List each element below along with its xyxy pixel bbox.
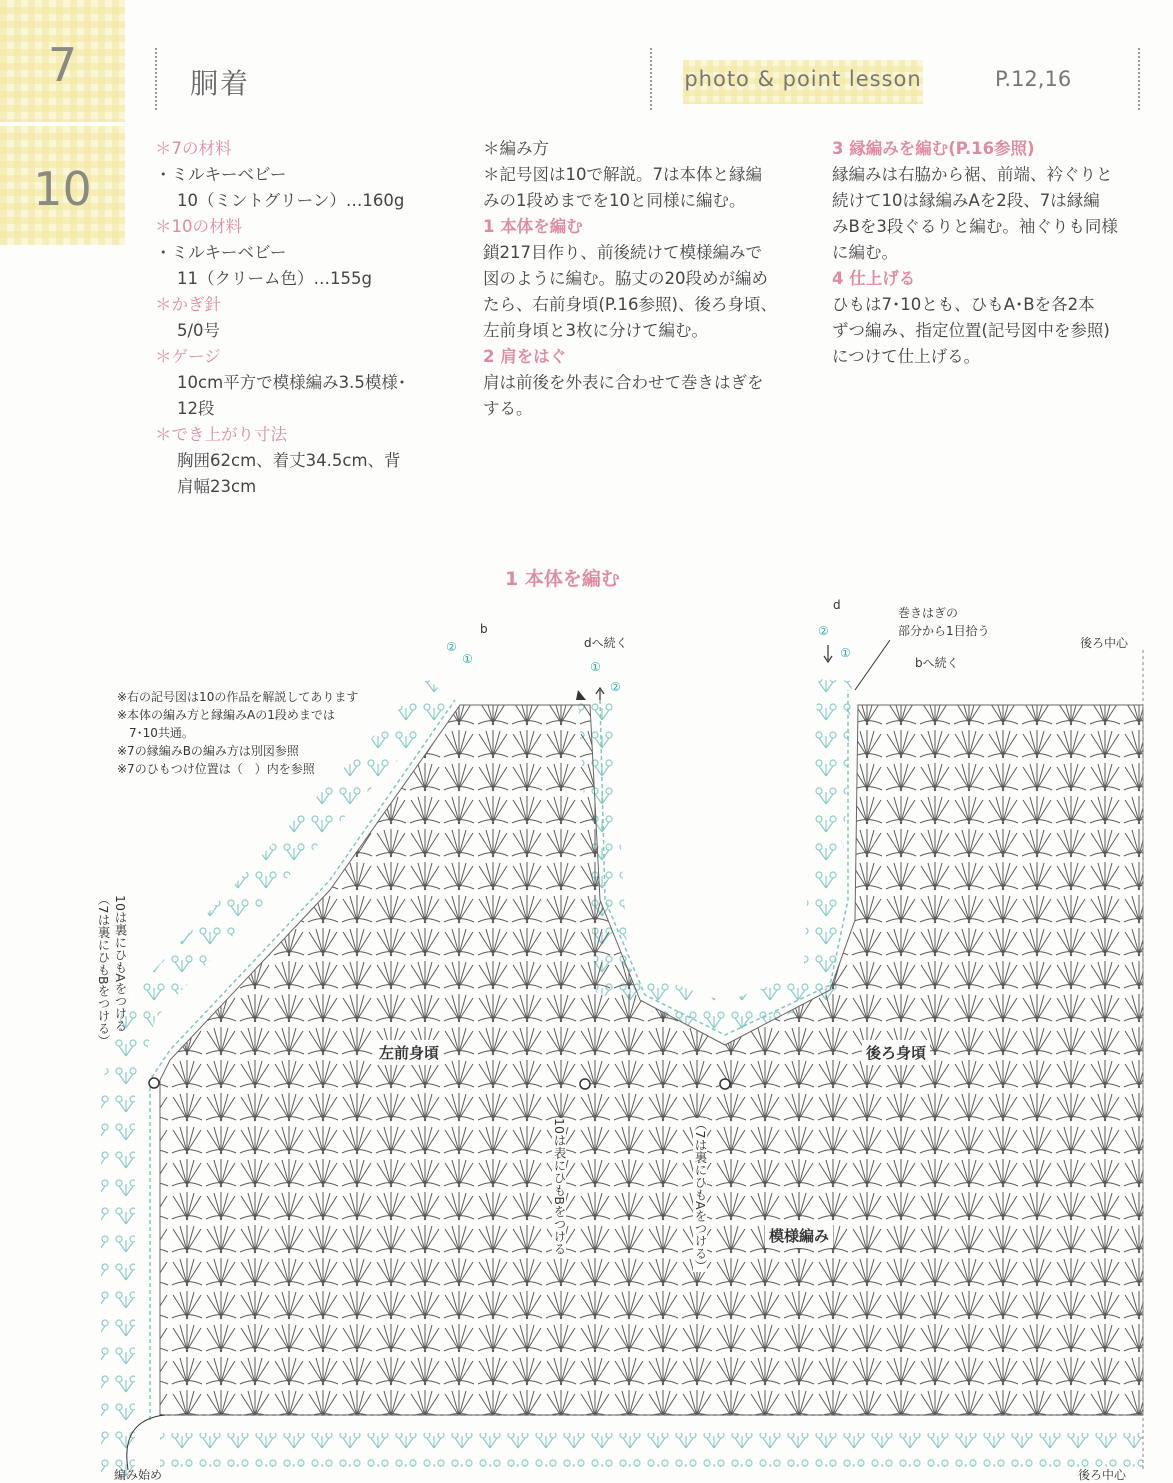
issue-badge	[0, 0, 125, 245]
note-1: ※右の記号図は10の作品を解説してあります	[117, 690, 359, 704]
hook-value: 5/0号	[177, 321, 221, 340]
step4-heading: 4 仕上げる	[832, 269, 916, 288]
arrow-down-b	[824, 645, 832, 662]
arrow-up-d	[596, 688, 604, 700]
materials-10-line2: 11（クリーム色）…155g	[177, 269, 372, 288]
label-back: 後ろ身頃	[862, 1040, 930, 1065]
note-4: ※7の縁編みBの編み方は別図参照	[117, 744, 299, 758]
size-line1: 胸囲62cm、着丈34.5cm、背	[177, 451, 401, 470]
header-divider-left	[155, 48, 157, 110]
method-column-2	[832, 136, 1118, 370]
label-back-center-bottom: 後ろ中心	[1078, 1468, 1127, 1482]
materials-10-line1: ・ミルキーベビー	[155, 243, 287, 262]
header-divider-mid	[650, 48, 652, 110]
gauge-line1: 10cm平方で模様編み3.5模様･	[177, 373, 407, 392]
step3-line4: に編む。	[832, 243, 898, 262]
method-heading: ＊編み方	[483, 139, 549, 158]
diagram-title: 1 本体を編む	[505, 568, 620, 590]
label-start: 編み始め	[114, 1468, 163, 1482]
step3-line1: 縁編みは右脇から裾、前端、衿ぐりと	[832, 165, 1113, 184]
method-line2: みの1段めまでを10と同様に編む。	[483, 191, 746, 210]
label-pickup-2: 部分から1目拾う	[898, 624, 990, 638]
stitch-body	[140, 690, 1150, 1420]
step2-line2: する。	[483, 399, 533, 418]
page-reference: P.12,16	[995, 67, 1072, 91]
badge-number-top: 7	[47, 38, 78, 92]
step4-line3: につけて仕上げる。	[832, 347, 981, 366]
page-title: 胴着	[190, 67, 251, 100]
pickup-leader-line	[855, 640, 890, 690]
badge-number-bottom: 10	[33, 162, 92, 216]
label-to-b: bへ続く	[915, 656, 959, 670]
label-back-center-top: 後ろ中心	[1080, 636, 1129, 650]
step1-line4: 左前身頃と3枚に分けて編む。	[483, 321, 708, 340]
size-heading: ＊でき上がり寸法	[155, 425, 287, 444]
circle-2-left: ②	[446, 640, 457, 654]
size-line2: 肩幅23cm	[177, 477, 257, 496]
tie-marker-right	[720, 1079, 730, 1089]
gauge-line2: 12段	[177, 399, 215, 418]
shoulder-triangle-marker	[576, 690, 586, 700]
note-2: ※本体の編み方と縁編みAの1段めまでは	[117, 708, 335, 722]
header-divider-right	[1138, 48, 1140, 110]
materials-7-heading: ＊7の材料	[155, 139, 232, 158]
materials-10-heading: ＊10の材料	[155, 217, 242, 236]
step2-heading: 2 肩をはぐ	[483, 347, 567, 366]
badge-divider	[0, 122, 125, 126]
vertical-note-left-2: （7は裏にひもBをつける）	[96, 893, 111, 1048]
vertical-note-left-1: 10は裏にひもAをつける	[113, 895, 128, 1032]
gauge-heading: ＊ゲージ	[155, 347, 221, 366]
vertical-note-mid-2: （7は裏にひもAをつける）	[693, 1118, 708, 1273]
note-5: ※7のひもつけ位置は（ ）内を参照	[117, 762, 315, 776]
step4-line2: ずつ編み、指定位置(記号図中を参照)	[832, 321, 1110, 340]
method-column	[483, 136, 777, 422]
vertical-note-mid-1: 10は表にひもBをつける	[552, 1118, 567, 1255]
step3-heading: 3 縁編みを編む(P.16参照)	[832, 139, 1035, 158]
note-3: 7･10共通。	[117, 726, 194, 740]
step4-line1: ひもは7･10とも、ひもA･Bを各2本	[832, 295, 1095, 314]
step1-line2: 図のように編む。脇丈の20段めが編め	[483, 269, 768, 288]
step3-line2: 続けて10は縁編みAを2段、7は縁編	[832, 191, 1100, 210]
method-line1: ＊記号図は10で解説。7は本体と縁編	[483, 165, 762, 184]
materials-7-line2: 10（ミントグリーン）…160g	[177, 191, 405, 210]
label-d: d	[833, 598, 841, 612]
lesson-label: photo & point lesson	[684, 67, 922, 91]
label-pattern: 模様編み	[765, 1223, 833, 1248]
step3-line3: みBを3段ぐるりと編む。袖ぐりも同様	[832, 217, 1118, 236]
step1-heading: 1 本体を編む	[483, 217, 583, 236]
tie-marker-left	[149, 1078, 159, 1088]
label-pickup: 巻きはぎの	[898, 606, 959, 620]
materials-column	[155, 136, 406, 500]
circle-1-left: ①	[462, 652, 473, 666]
hook-heading: ＊かぎ針	[155, 295, 221, 314]
label-b: b	[480, 622, 488, 636]
circle-2-mid: ②	[610, 680, 621, 694]
circle-1-mid: ①	[590, 660, 601, 674]
step2-line1: 肩は前後を外表に合わせて巻きはぎを	[483, 373, 764, 392]
label-to-d: dへ続く	[584, 636, 628, 650]
label-left-front: 左前身頃	[375, 1040, 443, 1065]
materials-7-line1: ・ミルキーベビー	[155, 165, 287, 184]
diagram-notes	[117, 688, 358, 778]
tie-marker-mid	[580, 1079, 590, 1089]
step1-line1: 鎖217目作り、前後続けて模様編みで	[483, 243, 762, 262]
step1-line3: たら、右前身頃(P.16参照)、後ろ身頃、	[483, 295, 777, 314]
circle-2-right: ②	[818, 624, 829, 638]
circle-1-right: ①	[840, 646, 851, 660]
